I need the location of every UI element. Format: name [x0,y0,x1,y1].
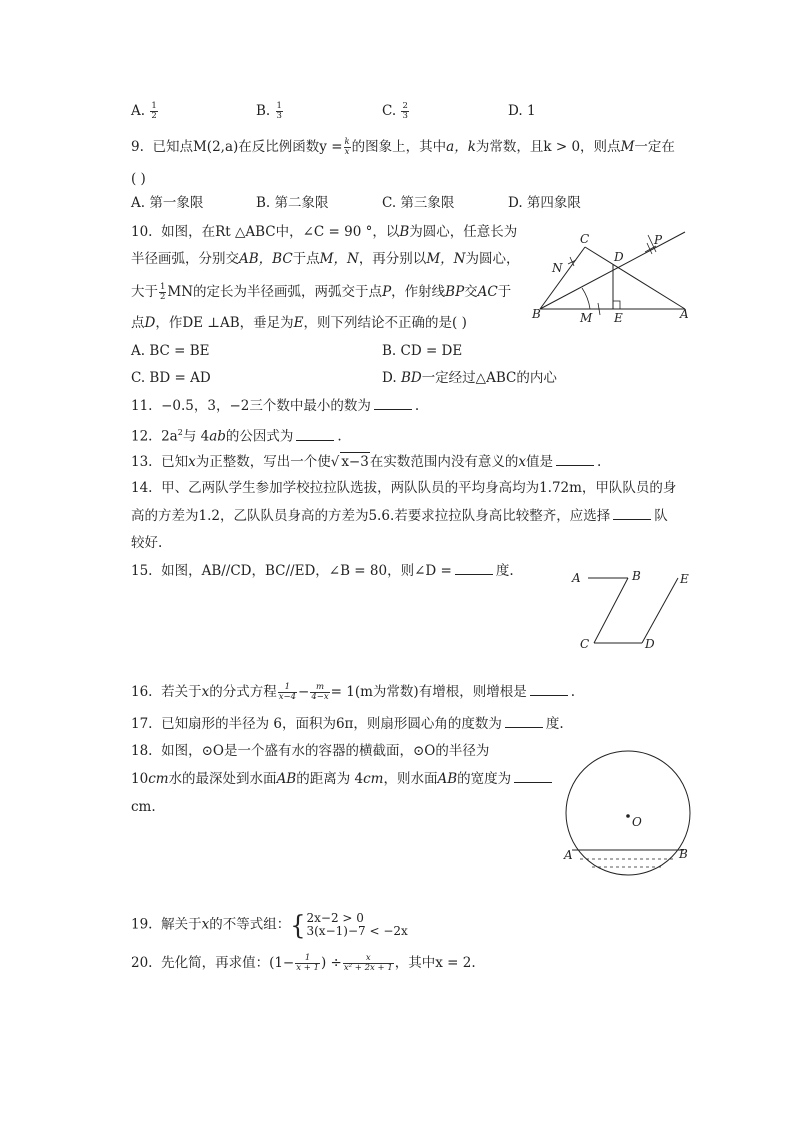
q10-option-d: D. BD一定经过△ABC的内心 [382,370,557,386]
q17-blank [505,715,543,728]
q18-line1: 18. 如图，⊙O是一个盛有水的容器的横截面，⊙O的半径为 [131,743,490,759]
q10-line2: 半径画弧，分别交AB，BC于点M，N，再分别以M，N为圆心， [131,251,520,267]
q11: 11. −0.5，3，−2三个数中最小的数为 . [131,398,420,414]
q14-blank [613,507,651,520]
q10-option-b: B. CD = DE [382,343,463,359]
label-e: E [614,311,623,325]
label-p: P [654,233,663,247]
label-a: A [572,571,581,585]
q12-blank [296,428,334,441]
q17: 17. 已知扇形的半径为 6，面积为6π，则扇形圆心角的度数为 度. [131,716,564,732]
q9-paren: ( ) [131,171,146,187]
q9-option-a: A. 第一象限 [131,195,204,211]
label-c: C [580,232,590,246]
q10-line4: 点D，作DE ⊥AB，垂足为E，则下列结论不正确的是( ) [131,315,467,331]
q13: 13. 已知x为正整数，写出一个使√ x−3在实数范围内没有意义的x值是 . [131,454,602,470]
q8-option-a: A. $\frac{1}{2}$ [131,101,157,121]
label-d: D [645,637,655,651]
q9-stem: 9. 已知点M(2,a)在反比例函数y = $\frac{k}{x}$ 的图象上，其中a，k为常数，且k > 0，则点M一定在 [131,137,675,157]
q12: 12. $2a^2$与 4ab的公因式为 . [131,428,342,445]
q10-option-a: A. BC = BE [131,343,210,359]
label-d: D [614,250,624,264]
label-b: B [679,847,688,861]
q10-line1: 10. 如图，在Rt △ABC中，∠C = 90 °，以B为圆心，任意长为 [131,224,518,240]
q16-blank [530,683,568,696]
q9-option-c: C. 第三象限 [382,195,455,211]
label-c: C [580,637,590,651]
q20: 20. 先化简，再求值：(1− $\frac{1}{x + 1}$ ) ÷ $\frac{x}{\text{x² + 2x + 1}}$ ，其中x = 2. [131,953,476,973]
q15-blank [455,562,493,575]
q11-blank [374,397,412,410]
q8-option-c: C. $\frac{2}{3}$ [382,101,408,121]
q10-figure [530,230,700,330]
label-b: B [532,307,541,321]
q13-blank [556,453,594,466]
label-e: E [680,572,689,586]
q14-line3: 较好. [131,535,163,551]
q10-option-c: C. BD = AD [131,370,211,386]
q16: 16. 若关于x的分式方程 $\frac{1}{x-4}$ − $\frac{m}{4-x}$ = 1(m为常数)有增根，则增根是 . [131,682,575,702]
q15-figure [568,568,708,653]
q18-line2: 10cm水的最深处到水面AB的距离为 4cm，则水面AB的宽度为 [131,770,555,788]
q18-blank [514,770,552,783]
q9-option-b: B. 第二象限 [256,195,329,211]
label-a: A [680,307,689,321]
q14-line1: 14. 甲、乙两队学生参加学校拉拉队选拔，两队队员的平均身高均为1.72m，甲队队员的身 [131,480,677,496]
q18-line3: cm. [131,799,156,815]
q18-figure [560,744,720,884]
q15: 15. 如图，AB//CD，BC//ED，∠B = 80，则∠D = 度. [131,563,514,579]
label-m: M [580,311,593,325]
label-a: A [564,848,573,862]
q8-option-b: B. $\frac{1}{3}$ [256,101,282,121]
q10-line3: 大于 $\frac{1}{2}$ MN的定长为半径画弧，两弧交于点P，作射线BP交AC于 [131,282,512,302]
q9-option-d: D. 第四象限 [508,195,581,211]
q14-line2: 高的方差为1.2，乙队队员身高的方差为5.6.若要求拉拉队身高比较整齐，应选择 队 [131,508,668,524]
label-n: N [552,261,563,275]
label-b: B [632,569,641,583]
label-o: O [632,815,642,829]
q8-option-d: D. 1 [508,103,536,119]
q19: 19. 解关于x的不等式组：{ 2x−2 > 0 3(x−1)−7 < −2x [131,909,408,941]
